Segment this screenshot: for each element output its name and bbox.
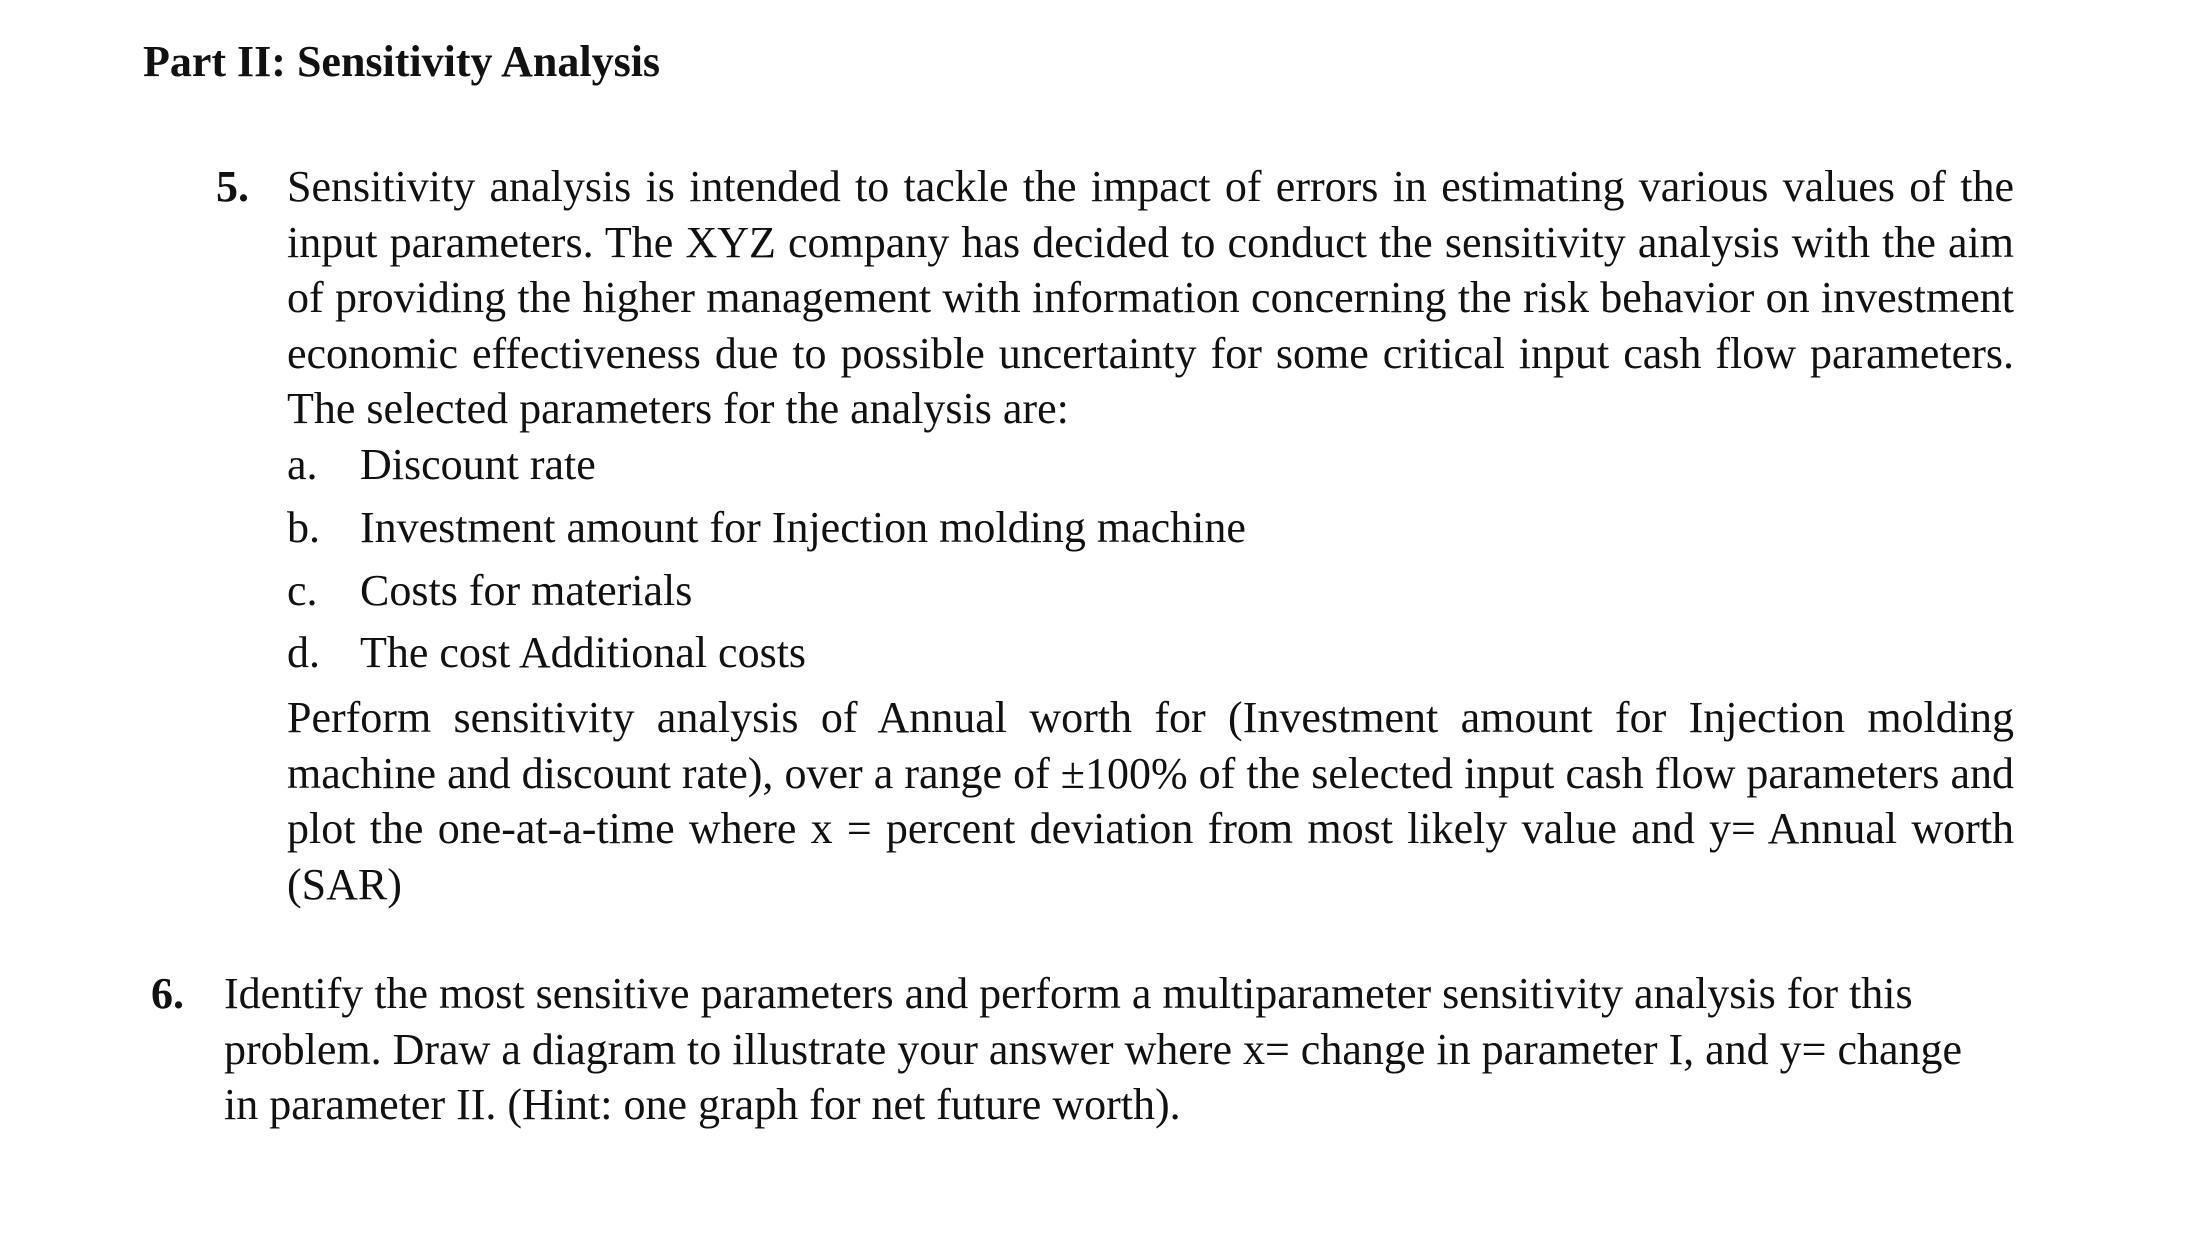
section-heading: Part II: Sensitivity Analysis — [143, 37, 661, 86]
list-item — [287, 625, 1246, 688]
list-item — [287, 563, 1246, 626]
list-item-label: Investment amount for Injection molding machine — [360, 502, 1246, 552]
list-item — [287, 500, 1246, 563]
list-item-letter: c. — [287, 565, 318, 615]
list-item-letter: b. — [287, 502, 320, 552]
list-item-label: The cost Additional costs — [360, 628, 807, 678]
question-number: 5. — [216, 162, 249, 211]
parameter-list — [287, 437, 1246, 688]
question-number: 6. — [151, 969, 184, 1018]
list-item — [287, 437, 1246, 500]
question-text: Sensitivity analysis is intended to tackle the impact of errors in estimating various values of the input parameters. The XYZ company has decided to conduct the sensitivity analysis with the aim of providing the higher management with information concerning the risk behavior on investment economic effectiveness due to possible uncertainty for some critical input cash flow parameters. The selected parameters for the analysis are: — [287, 162, 2014, 433]
list-item-letter: d. — [287, 628, 320, 678]
list-item-label: Costs for materials — [360, 565, 693, 615]
list-item-letter: a. — [287, 440, 318, 489]
question-text: Identify the most sensitive parameters and perform a multiparameter sensitivity analysis for this problem. Draw a diagram to illustrate your answer where x= change in parameter I, and y= change in parameter II. (Hint: one graph for net future worth). — [224, 969, 1963, 1129]
list-item-label: Discount rate — [360, 440, 596, 489]
task-instruction: Perform sensitivity analysis of Annual worth for (Investment amount for Injection molding machine and discount rate), over a range of ±100% of the selected input cash flow parameters and plot the one-at-a-time where x = percent deviation from most likely value and y= Annual worth (SAR) — [287, 693, 2014, 909]
